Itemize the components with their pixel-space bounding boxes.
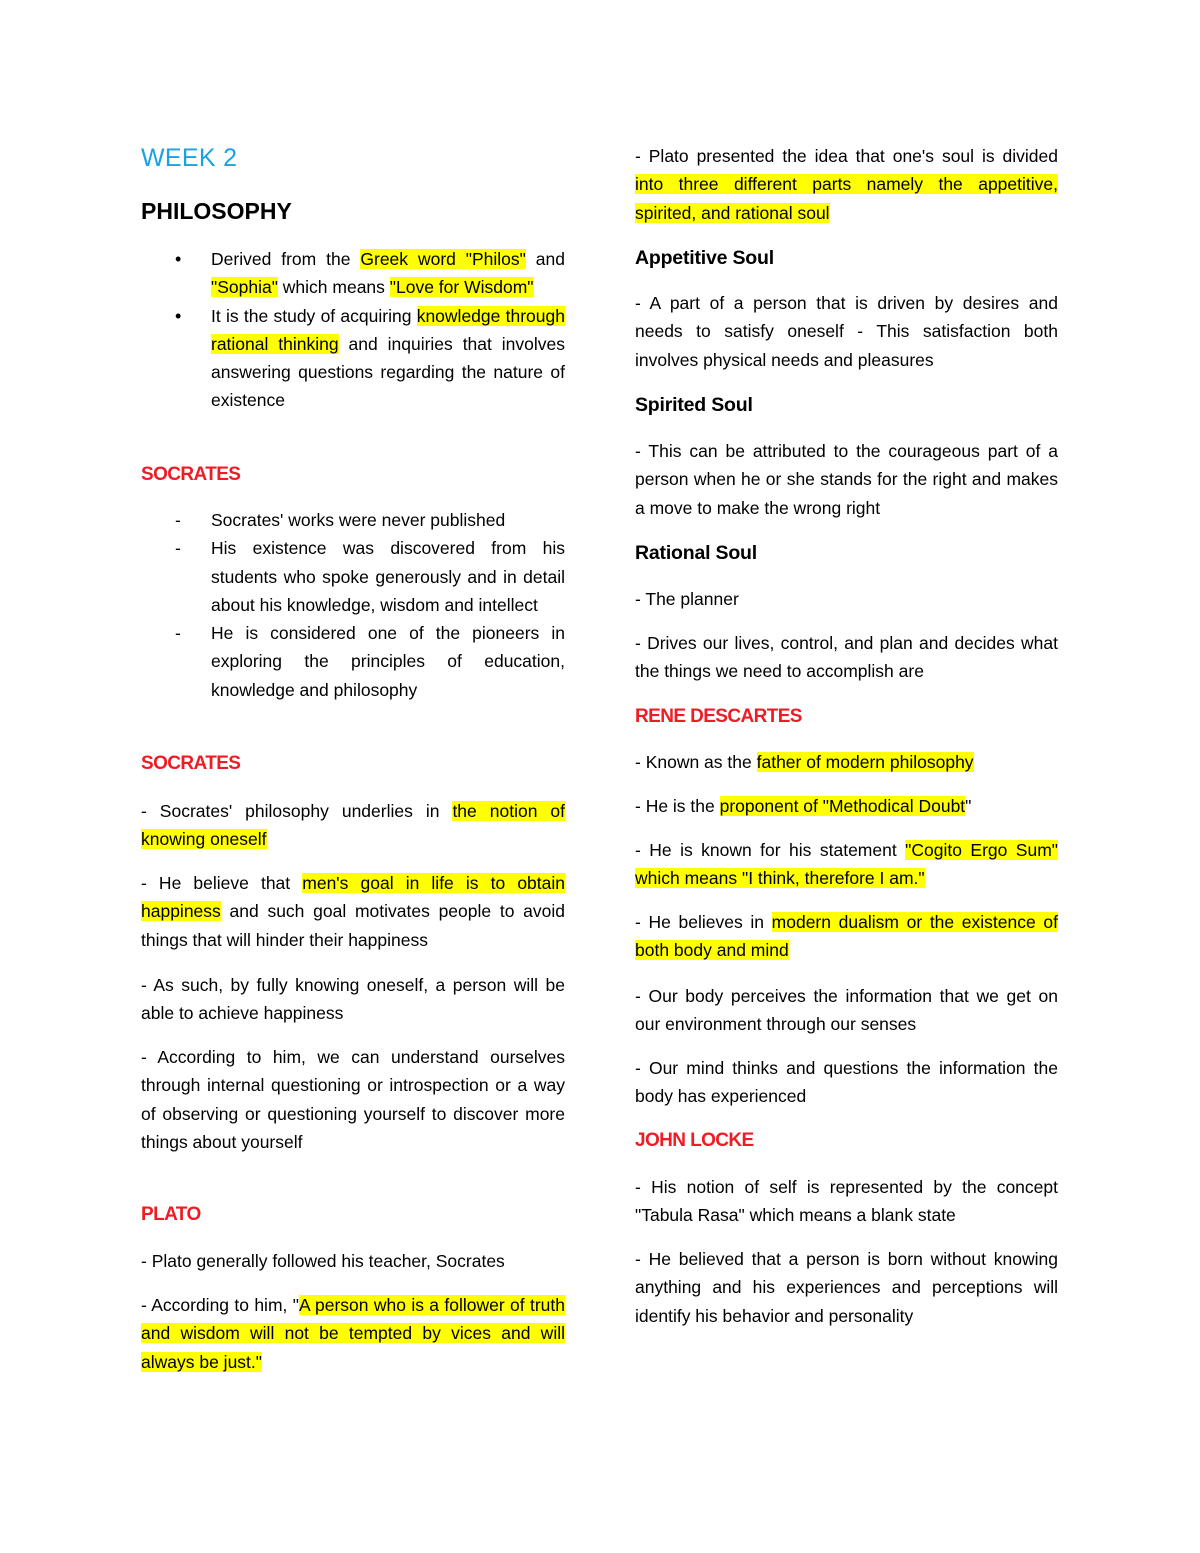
philosophy-heading: PHILOSOPHY [141, 198, 292, 224]
highlight: modern dualism or the existence of both body and mind [635, 912, 1058, 961]
paragraph: - This can be attributed to the courageous part of a person when he or she stands for the right and makes a move to make the wrong right [635, 441, 1058, 518]
highlight: "Cogito Ergo Sum" which means "I think, therefore I am." [635, 840, 1058, 889]
highlight: father of modern philosophy [756, 752, 974, 772]
bullet-icon: • [175, 249, 182, 269]
paragraph: - Our mind thinks and questions the information the body has experienced [635, 1058, 1058, 1107]
list-item: • Derived from the Greek word "Philos" and "Sophia" which means "Love for Wisdom" [141, 245, 565, 302]
paragraph: - He is the proponent of "Methodical Doubt" [635, 796, 972, 816]
paragraph: - He believes in modern dualism or the existence of both body and mind [635, 912, 1058, 961]
paragraph: - The planner [635, 589, 739, 609]
highlight: "Love for Wisdom" [389, 277, 534, 298]
paragraph: - As such, by fully knowing oneself, a person will be able to achieve happiness [141, 975, 565, 1024]
section-heading-spirited-soul: Spirited Soul [635, 394, 753, 416]
paragraph: - A part of a person that is driven by desires and needs to satisfy oneself - This satisfaction both involves physical needs and pleasures [635, 293, 1058, 370]
highlight: proponent of "Methodical Doubt [719, 796, 966, 816]
paragraph: - Our body perceives the information that we get on our environment through our senses [635, 986, 1058, 1035]
highlight: Greek word "Philos" [360, 249, 526, 269]
section-heading-appetitive-soul: Appetitive Soul [635, 247, 774, 269]
highlight: "Sophia" [211, 277, 278, 298]
section-heading-socrates: SOCRATES [141, 464, 241, 485]
section-heading-socrates-2: SOCRATES [141, 753, 241, 774]
list-item: - He is considered one of the pioneers in exploring the principles of education, knowledge and philosophy [175, 623, 565, 700]
section-heading-rene-descartes: RENE DESCARTES [635, 706, 802, 727]
philosophy-bullet-list [141, 245, 565, 415]
paragraph: - Drives our lives, control, and plan and decides what the things we need to accomplish are [635, 633, 1058, 682]
paragraph: - Socrates' philosophy underlies in the notion of knowing oneself [141, 801, 565, 850]
week-title: WEEK 2 [141, 144, 238, 172]
list-item: • It is the study of acquiring knowledge through rational thinking and inquiries that involves answering questions regarding the nature of existence [141, 302, 565, 415]
paragraph: - He believe that men's goal in life is to obtain happiness and such goal motivates people to avoid things that will hinder their happiness [141, 873, 566, 950]
section-heading-plato: PLATO [141, 1204, 201, 1225]
section-heading-john-locke: JOHN LOCKE [635, 1130, 754, 1151]
paragraph: - Known as the father of modern philosophy [635, 752, 974, 772]
bullet-icon: • [175, 305, 182, 326]
highlight: A person who is a follower of truth and wisdom will not be tempted by vices and will always be just." [141, 1295, 566, 1372]
section-heading-rational-soul: Rational Soul [635, 542, 757, 564]
list-item: - Socrates' works were never published [175, 510, 506, 530]
highlight: men's goal in life is to obtain happiness [141, 873, 566, 922]
paragraph: - He is known for his statement "Cogito Ergo Sum" which means "I think, therefore I am." [635, 840, 1058, 889]
paragraph: - His notion of self is represented by the concept "Tabula Rasa" which means a blank state [635, 1177, 1058, 1226]
paragraph: - Plato generally followed his teacher, Socrates [141, 1251, 505, 1271]
paragraph: - He believed that a person is born without knowing anything and his experiences and perceptions will identify his behavior and personality [635, 1249, 1058, 1326]
socrates-dash-list [141, 506, 565, 704]
paragraph: - According to him, "A person who is a follower of truth and wisdom will not be tempted by vices and will always be just." [141, 1295, 566, 1372]
paragraph: - Plato presented the idea that one's soul is divided into three different parts namely the appetitive, spirited, and rational soul [635, 146, 1058, 223]
highlight: knowledge through rational thinking [211, 305, 565, 354]
highlight: the notion of knowing oneself [141, 801, 565, 850]
paragraph: - According to him, we can understand ourselves through internal questioning or introspection or a way of observing or questioning yourself to discover more things about yourself [141, 1047, 565, 1152]
list-item: - His existence was discovered from his students who spoke generously and in detail about his knowledge, wisdom and intellect [175, 538, 565, 615]
highlight: into three different parts namely the appetitive, spirited, and rational soul [635, 174, 1058, 223]
